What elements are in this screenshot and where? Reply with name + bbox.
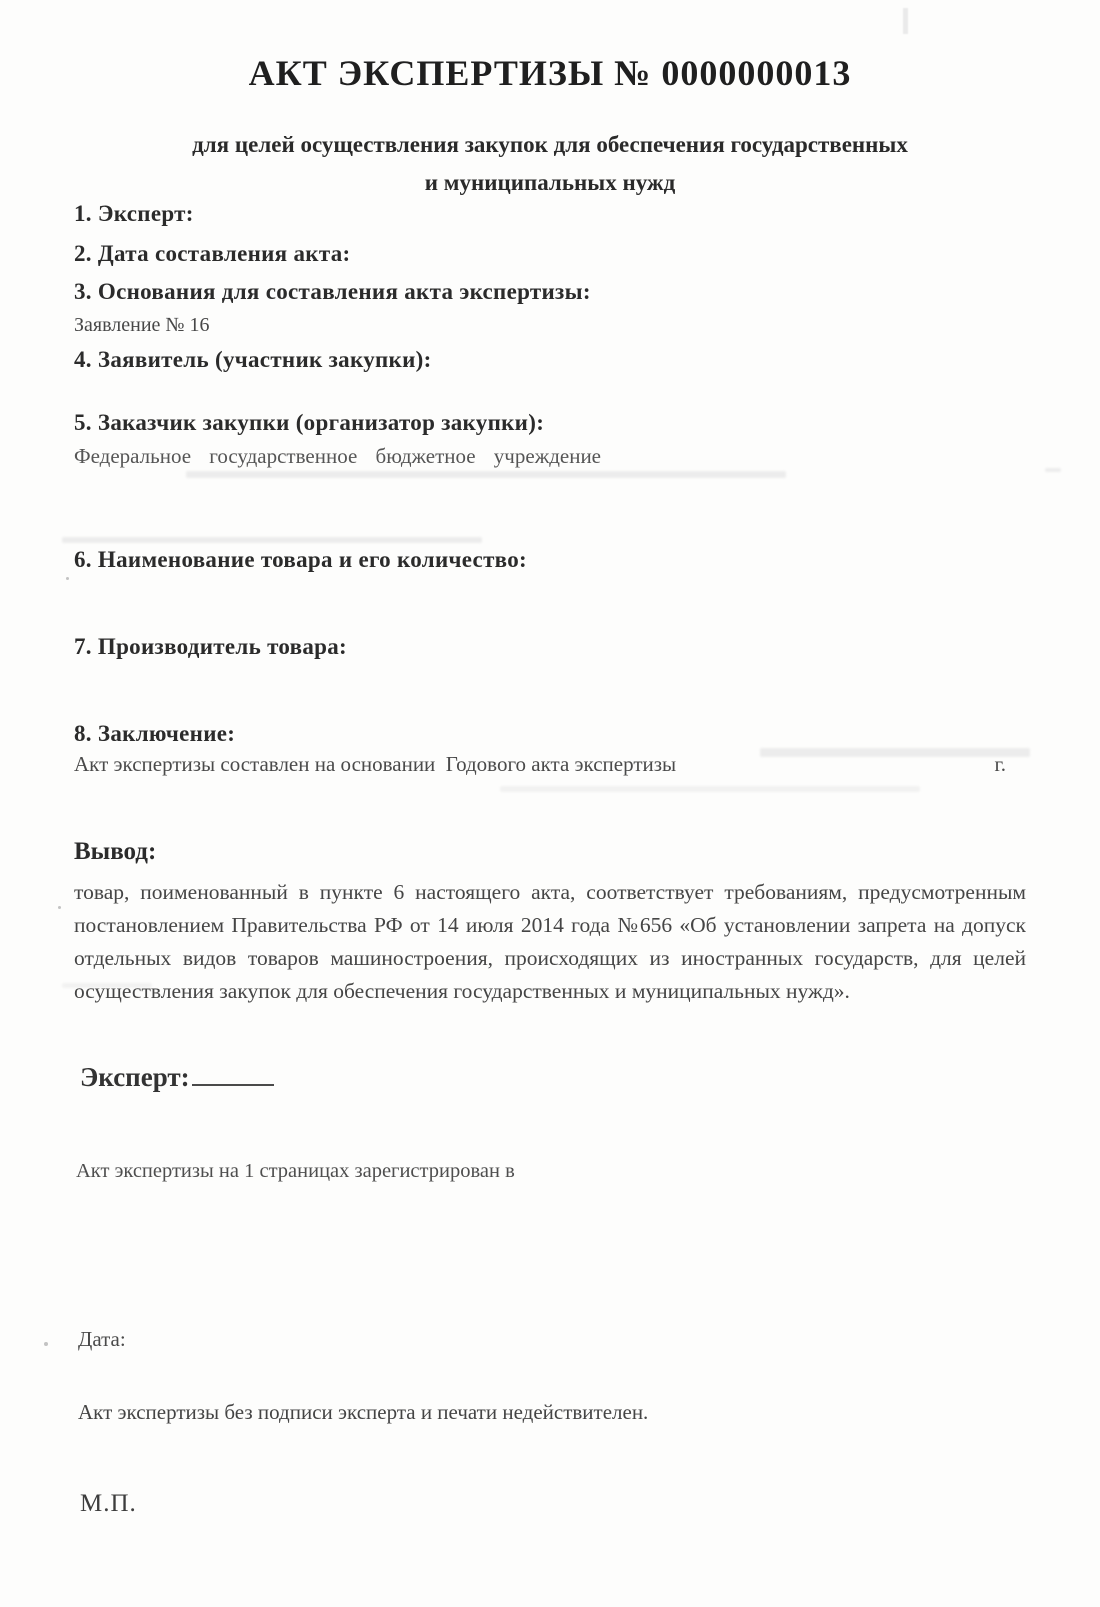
- signature-blank-line: [192, 1062, 274, 1086]
- section-4-applicant-heading: 4. Заявитель (участник закупки):: [74, 347, 432, 372]
- scan-artifact: [44, 1342, 48, 1346]
- section-7-manufacturer-heading: 7. Производитель товара:: [74, 634, 347, 659]
- validity-statement: Акт экспертизы без подписи эксперта и печати недействителен.: [78, 1400, 649, 1424]
- stamp-place-label: М.П.: [80, 1490, 137, 1517]
- scan-artifact: [66, 577, 69, 580]
- section-5-customer-heading: 5. Заказчик закупки (организатор закупки):: [74, 410, 545, 435]
- scan-artifact: [1045, 468, 1061, 472]
- section-3-grounds-heading: 3. Основания для составления акта экспертизы:: [74, 279, 591, 304]
- registration-statement: Акт экспертизы на 1 страницах зарегистрирован в: [76, 1160, 515, 1182]
- document-subtitle-line1: для целей осуществления закупок для обеспечения государственных: [192, 132, 908, 157]
- document-subtitle: [0, 126, 1100, 202]
- section-8-conclusion-heading: 8. Заключение:: [74, 721, 236, 746]
- section-5-customer-body: Федеральное государственное бюджетное учреждение: [74, 444, 602, 468]
- section-2-date-heading: 2. Дата составления акта:: [74, 241, 351, 266]
- scan-artifact: [500, 786, 920, 792]
- section-6-goods-heading: 6. Наименование товара и его количество:: [74, 547, 527, 572]
- scan-artifact: [58, 906, 61, 909]
- expert-signature-line: [80, 1062, 274, 1093]
- section-1-expert-heading: 1. Эксперт:: [74, 201, 194, 226]
- section-8-year-suffix: г.: [994, 752, 1006, 776]
- section-8-conclusion-body: Акт экспертизы составлен на основании Годового акта экспертизы: [74, 752, 677, 776]
- verdict-heading: Вывод:: [74, 838, 157, 865]
- document-title: АКТ ЭКСПЕРТИЗЫ № 0000000013: [248, 53, 852, 93]
- scan-artifact: [903, 8, 908, 34]
- section-3-grounds-body: Заявление № 16: [74, 314, 210, 336]
- scan-artifact: [760, 748, 1030, 757]
- verdict-paragraph: товар, поименованный в пункте 6 настоящего акта, соответствует требованиям, предусмотренным постановлением Правительства РФ от 14 июля 2014 года №656 «Об установлении запрета на допуск отдельных видов товаров машиностроения, происходящих из иностранных государств, для целей осуществления закупок для обеспечения государственных и муниципальных нужд».: [74, 880, 1026, 1003]
- document-subtitle-line2: и муниципальных нужд: [424, 170, 676, 195]
- scan-artifact: [62, 537, 482, 543]
- scan-artifact: [62, 983, 152, 988]
- expert-signature-label: Эксперт:: [80, 1062, 190, 1092]
- scan-artifact: [186, 471, 786, 478]
- date-label: Дата:: [78, 1327, 126, 1351]
